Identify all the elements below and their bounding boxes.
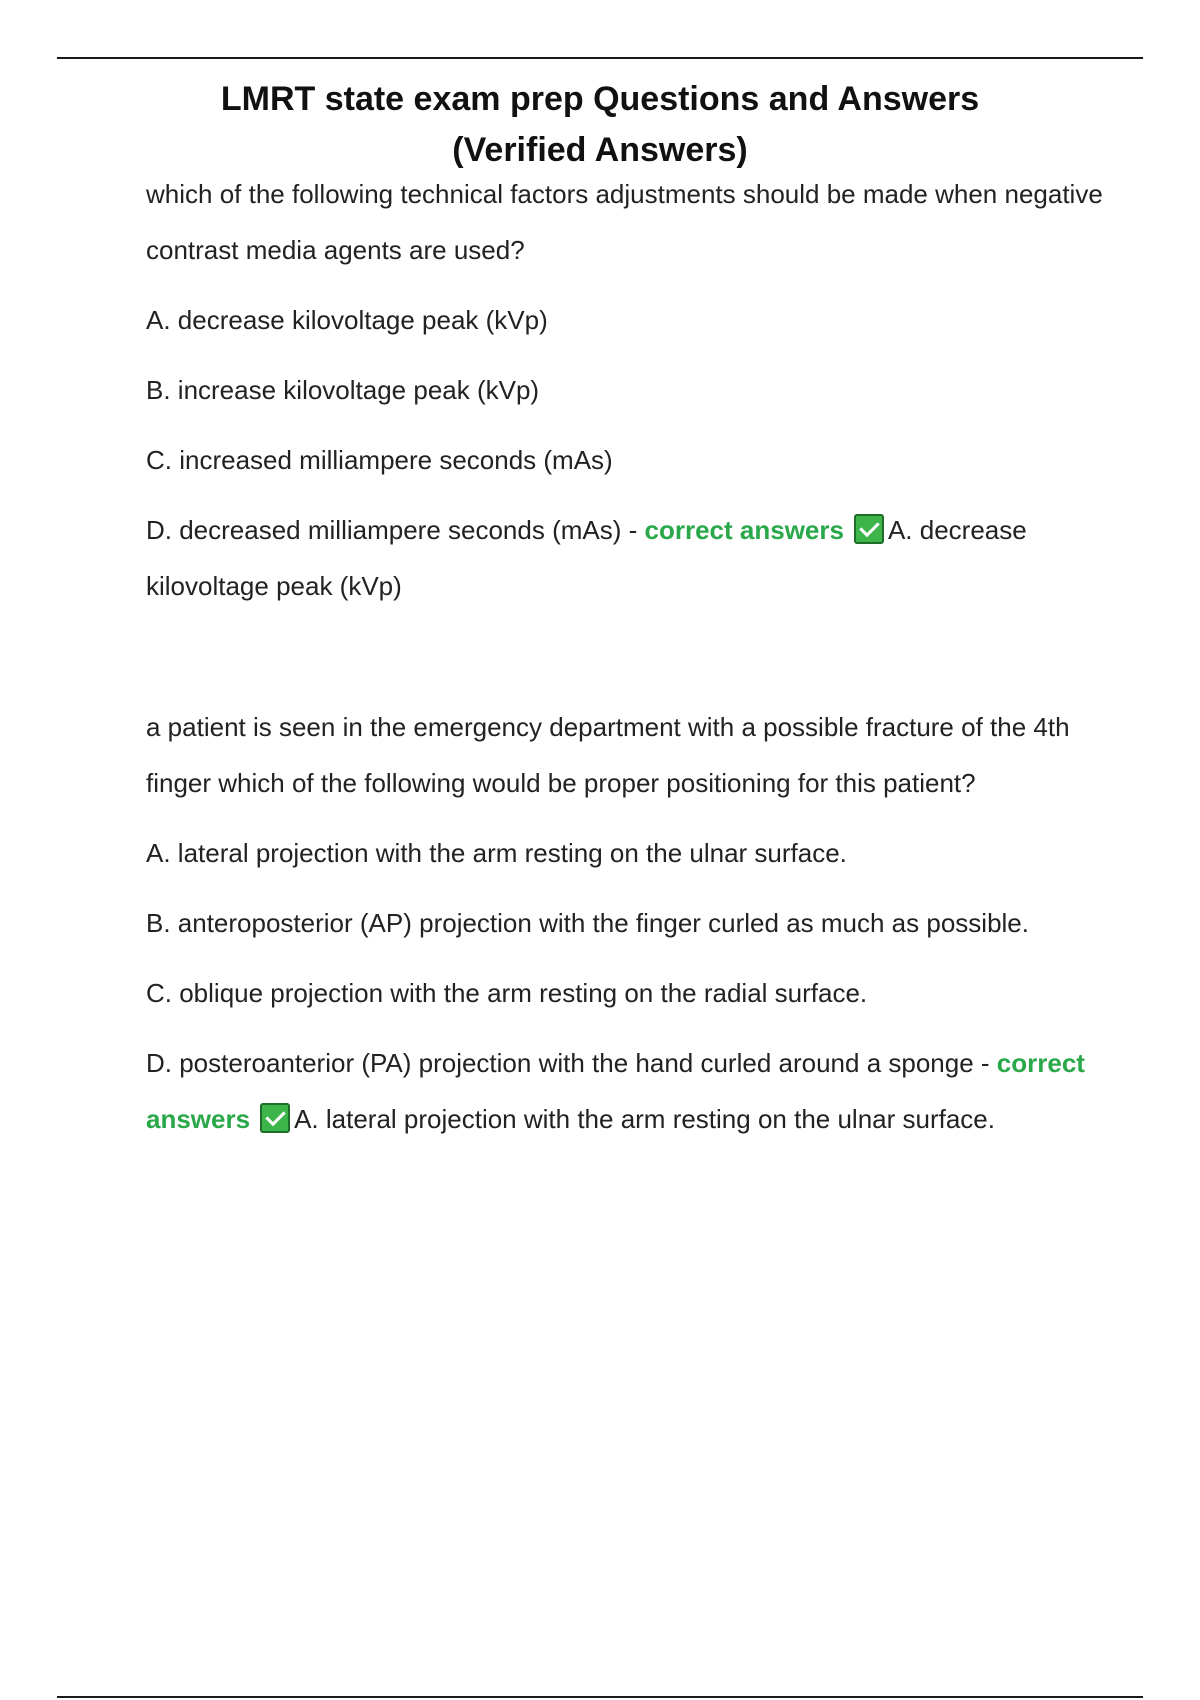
correct-answers-label: correct answers — [644, 515, 844, 545]
top-rule — [57, 57, 1143, 59]
title-line-2: (Verified Answers) — [452, 131, 748, 169]
page-title — [57, 74, 1143, 176]
option-d: D. posteroanterior (PA) projection with the hand curled around a sponge - — [146, 1048, 990, 1078]
check-mark-icon — [260, 1103, 290, 1133]
option-a: A. decrease kilovoltage peak (kVp) — [146, 305, 548, 335]
correct-answers-label: correct answers — [146, 1048, 1085, 1134]
option-a: A. lateral projection with the arm resting on the ulnar surface. — [146, 838, 847, 868]
answer-text: A. decrease kilovoltage peak (kVp) — [146, 515, 1027, 601]
question-block-2 — [146, 699, 1106, 1147]
option-b: B. anteroposterior (AP) projection with the finger curled as much as possible. — [146, 908, 1029, 938]
question-prompt: a patient is seen in the emergency department with a possible fracture of the 4th finger which of the following would be proper positioning for this patient? — [146, 712, 1070, 798]
document-body — [146, 166, 1106, 1147]
answer-text: A. lateral projection with the arm resting on the ulnar surface. — [294, 1104, 995, 1134]
option-c: C. oblique projection with the arm resting on the radial surface. — [146, 978, 868, 1008]
option-d: D. decreased milliampere seconds (mAs) - — [146, 515, 638, 545]
option-c: C. increased milliampere seconds (mAs) — [146, 445, 613, 475]
option-d-with-answer — [146, 1035, 1106, 1147]
bottom-rule — [57, 1696, 1143, 1698]
check-mark-icon — [854, 514, 884, 544]
question-block-1 — [146, 166, 1106, 614]
question-prompt: which of the following technical factors adjustments should be made when negative contrast media agents are used? — [146, 179, 1103, 265]
option-b: B. increase kilovoltage peak (kVp) — [146, 375, 540, 405]
option-d-with-answer — [146, 502, 1106, 614]
title-line-1: LMRT state exam prep Questions and Answers — [220, 80, 980, 118]
